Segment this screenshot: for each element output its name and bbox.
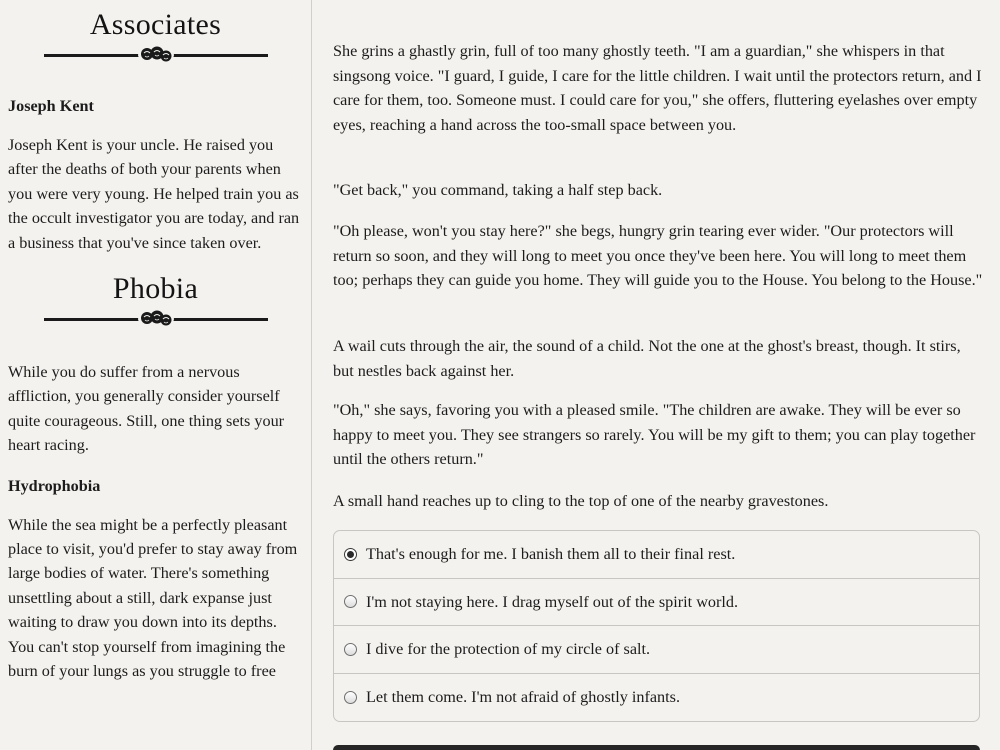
- phobia-intro: While you do suffer from a nervous affliction, you generally consider yourself quite courageous. Still, one thing sets your heart racing.: [8, 363, 285, 455]
- roses-ornament-icon: [137, 44, 175, 66]
- associate-description: Joseph Kent is your uncle. He raised you after the deaths of both your parents when you were very young. He helped train you as the occult investigator you are today, and ran a business that you've since taken over.: [8, 136, 300, 252]
- choice-label: I dive for the protection of my circle of salt.: [366, 640, 651, 659]
- roses-ornament-icon: [137, 308, 175, 330]
- phobia-description: While the sea might be a perfectly pleasant place to visit, you'd prefer to stay away from large bodies of water. There's something unsettling about a still, dark expanse just waiting to draw you down into its depths. You can't stop yourself from imagining the burn of your lungs as you struggle to free: [8, 515, 298, 681]
- choice-option[interactable]: [334, 674, 979, 722]
- story-paragraph: "Oh please, won't you stay here?" she begs, hungry grin tearing ever wider. "Our protectors will return so soon, and they will long to meet you once they've been here. You will long to meet them too; perhaps they can guide you home. They will guide you to the House. You belong to the House.": [333, 222, 983, 290]
- choice-option[interactable]: [334, 579, 979, 627]
- story-panel: [333, 0, 983, 750]
- choice-label: I'm not staying here. I drag myself out of the spirit world.: [366, 592, 739, 611]
- radio-selected-icon[interactable]: [344, 548, 357, 561]
- story-paragraph: "Get back," you command, taking a half step back.: [333, 181, 663, 199]
- phobia-divider: [44, 308, 268, 330]
- phobia-section-header: [8, 272, 303, 330]
- phobia-heading: Phobia: [112, 272, 199, 306]
- radio-unselected-icon[interactable]: [344, 643, 357, 656]
- associates-section-header: [8, 8, 303, 66]
- choice-label: Let them come. I'm not afraid of ghostly infants.: [366, 688, 680, 707]
- story-paragraph: "Oh," she says, favoring you with a pleased smile. "The children are awake. They will be ever so happy to meet you. They see strangers so rarely. You will be my gift to them; you can play together until the others return.": [333, 401, 976, 469]
- stats-sidebar[interactable]: [0, 0, 312, 750]
- radio-unselected-icon[interactable]: [344, 595, 357, 608]
- next-button[interactable]: [333, 745, 980, 750]
- associate-name: Joseph Kent: [8, 97, 94, 115]
- story-paragraph: A wail cuts through the air, the sound of a child. Not the one at the ghost's breast, though. It stirs, but nestles back against her.: [333, 337, 961, 380]
- associates-divider: [44, 44, 268, 66]
- radio-unselected-icon[interactable]: [344, 691, 357, 704]
- story-paragraph: She grins a ghastly grin, full of too many ghostly teeth. "I am a guardian," she whispers in that singsong voice. "I guard, I guide, I care for the little children. I wait until the protectors return, and I care for them, too. Someone must. I could care for you," she offers, fluttering eyelashes over empty eyes, reaching a hand across the too-small space between you.: [333, 42, 982, 134]
- choice-option[interactable]: [334, 531, 979, 579]
- phobia-name: Hydrophobia: [8, 476, 101, 495]
- choice-label: That's enough for me. I banish them all to their final rest.: [366, 545, 736, 564]
- choice-list: [333, 530, 980, 722]
- associates-heading: Associates: [89, 8, 222, 41]
- story-paragraph: A small hand reaches up to cling to the top of one of the nearby gravestones.: [333, 492, 829, 510]
- choice-option[interactable]: [334, 626, 979, 674]
